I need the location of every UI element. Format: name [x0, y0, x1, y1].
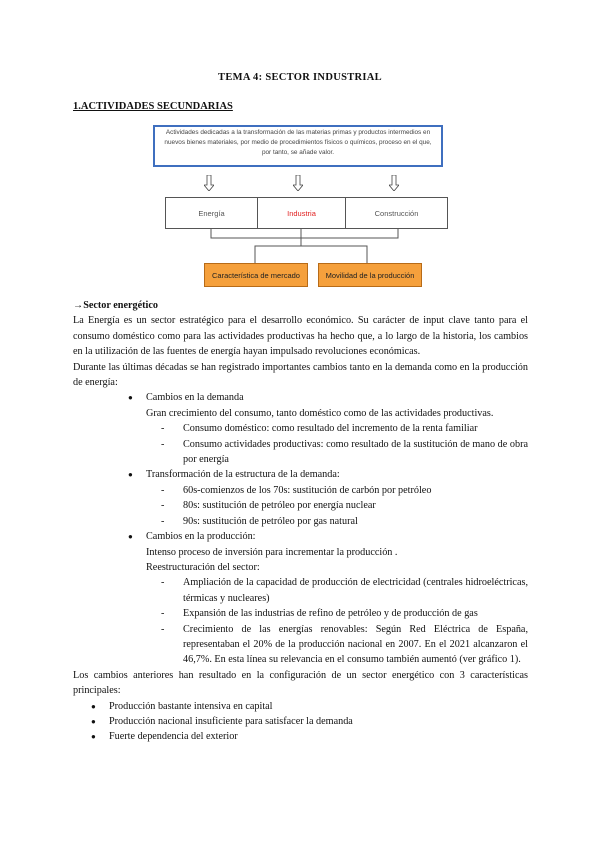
- characteristic-item: ● Fuerte dependencia del exterior: [73, 729, 528, 744]
- characteristic-item: ● Producción nacional insuficiente para satisfacer la demanda: [73, 714, 528, 729]
- category-industria: Industria: [257, 197, 346, 229]
- bullet-structure: ● Transformación de la estructura de la demanda:: [73, 467, 528, 482]
- category-construccion: Construcción: [345, 197, 448, 229]
- page-title: TEMA 4: SECTOR INDUSTRIAL: [218, 72, 382, 83]
- dash-item: - 80s: sustitución de petróleo por energía nuclear: [73, 498, 528, 513]
- dash-item: - Expansión de las industrias de refino de petróleo y de producción de gas: [73, 606, 528, 621]
- concept-diagram: [0, 0, 600, 300]
- dash-item: - 60s-comienzos de los 70s: sustitución de carbón por petróleo: [73, 483, 528, 498]
- intro-paragraph: La Energía es un sector estratégico para el desarrollo económico. Su carácter de input clave tanto para el consumo doméstico como para las actividades productivas ha hecho que, a lo largo de la historia, los cambios en la utilización de las fuentes de energía hayan impulsado revoluciones económicas.: [73, 315, 528, 358]
- intro-paragraph-2: Durante las últimas décadas se han registrado importantes cambios tanto en la demanda como en la producción de energía:: [73, 361, 528, 389]
- production-line-2: Reestructuración del sector:: [146, 561, 260, 573]
- dash-item: - Consumo doméstico: como resultado del incremento de la renta familiar: [73, 421, 528, 436]
- category-energia: Energía: [165, 197, 258, 229]
- bullet-demand: ● Cambios en la demanda: [73, 390, 528, 405]
- outcome-mercado: Característica de mercado: [204, 263, 308, 287]
- outcome-movilidad: Movilidad de la producción: [318, 263, 422, 287]
- section-title: 1.ACTIVIDADES SECUNDARIAS: [73, 101, 233, 112]
- connector-lines: [0, 0, 600, 300]
- dash-item: - Crecimiento de las energías renovables: Según Red Eléctrica de España, representaban el 20% de la producción nacional en 2007. En el 2021 alcanzaron el 46,7%. En esta línea su relevancia en el consumo también aumentó (ver gráfico 1).: [73, 622, 528, 668]
- bullet-production: ● Cambios en la producción:: [73, 529, 528, 544]
- body-text: [73, 298, 528, 745]
- dash-item: - Consumo actividades productivas: como resultado de la sustitución de mano de obra por energía: [73, 437, 528, 468]
- demand-summary: Gran crecimiento del consumo, tanto doméstico como de las actividades productivas.: [146, 407, 494, 419]
- dash-item: - Ampliación de la capacidad de producción de electricidad (centrales hidroeléctricas, térmicas y nucleares): [73, 575, 528, 606]
- subheading: →Sector energético: [73, 300, 158, 311]
- production-line-1: Intenso proceso de inversión para incrementar la producción .: [146, 546, 398, 558]
- characteristic-item: ● Producción bastante intensiva en capital: [73, 699, 528, 714]
- conclusion-paragraph: Los cambios anteriores han resultado en la configuración de un sector energético con 3 características principales:: [73, 669, 528, 697]
- definition-box: Actividades dedicadas a la transformación de las materias primas y productos intermedios en nuevos bienes materiales, por medio de procedimientos físicos o químicos, proceso en el que, por tanto, se añade valor.: [153, 125, 443, 167]
- dash-item: - 90s: sustitución de petróleo por gas natural: [73, 514, 528, 529]
